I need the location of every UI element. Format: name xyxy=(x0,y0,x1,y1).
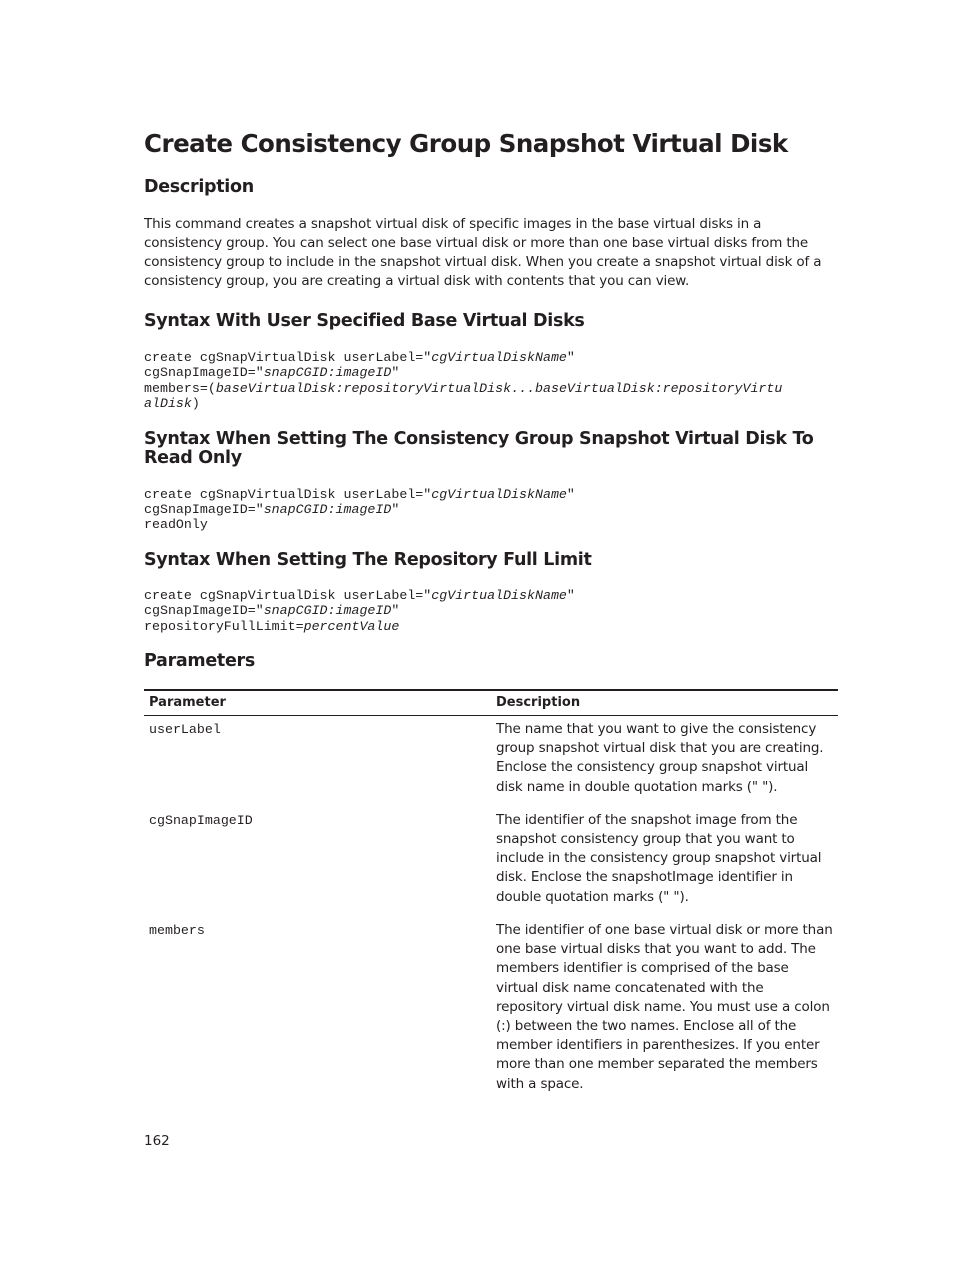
syntax-repository-limit-code xyxy=(144,588,838,634)
parameter-name: userLabel xyxy=(149,722,221,738)
syntax-user-specified-code xyxy=(144,350,838,412)
code-text: create cgSnapVirtualDisk userLabel=" xyxy=(144,486,432,502)
code-text: " xyxy=(391,603,400,619)
code-variable: snapCGID:imageID xyxy=(263,603,392,619)
table-row xyxy=(144,716,838,807)
code-variable: cgVirtualDiskName xyxy=(431,486,567,502)
description-heading: Description xyxy=(144,177,254,197)
code-text: cgSnapImageID=" xyxy=(144,603,264,619)
code-variable: snapCGID:imageID xyxy=(263,365,392,381)
code-variable: cgVirtualDiskName xyxy=(431,587,567,603)
code-text: create cgSnapVirtualDisk userLabel=" xyxy=(144,350,432,365)
parameters-table xyxy=(144,689,838,1104)
code-text: members=( xyxy=(144,380,216,396)
code-text: " xyxy=(391,502,400,518)
code-text: ) xyxy=(191,396,200,412)
parameter-description: The identifier of one base virtual disk or more than one base virtual disks that you want to add. The members identifier is comprised of the base virtual disk name concatenated with the repository virtual disk name. You must use a colon (:) between the two names. Enclose all of the member identifiers in parenthesizes. If you enter more than one member separated the members with a space. xyxy=(496,921,833,1092)
document-body xyxy=(144,128,838,1104)
column-header-description: Description xyxy=(491,690,838,716)
code-variable: baseVirtualDisk:repositoryVirtualDisk...baseVirtualDisk:repositoryVirtu xyxy=(215,380,783,396)
syntax-read-only-heading: Syntax When Setting The Consistency Group Snapshot Virtual Disk To Read Only xyxy=(144,428,814,469)
code-variable: alDisk xyxy=(144,396,192,412)
code-variable: percentValue xyxy=(303,618,400,634)
parameters-heading: Parameters xyxy=(144,651,255,672)
page-title: Create Consistency Group Snapshot Virtual Disk xyxy=(144,129,788,158)
code-text: " xyxy=(391,365,400,381)
code-text: cgSnapImageID=" xyxy=(144,502,264,518)
syntax-read-only-code xyxy=(144,487,838,533)
code-variable: snapCGID:imageID xyxy=(263,502,392,518)
code-text: " xyxy=(566,350,575,365)
code-text: repositoryFullLimit= xyxy=(144,618,304,634)
syntax-repository-limit-heading: Syntax When Setting The Repository Full Limit xyxy=(144,549,592,570)
code-text: " xyxy=(566,486,575,502)
column-header-parameter: Parameter xyxy=(144,690,491,716)
table-header-row xyxy=(144,690,838,716)
description-text: This command creates a snapshot virtual disk of specific images in the base virtual disks in a consistency group. You can select one base virtual disk or more than one base virtual disks from the consistency group to include in the snapshot virtual disk. When you create a snapshot virtual disk of a consistency group, you are creating a virtual disk with contents that you can view. xyxy=(144,216,822,289)
code-text: readOnly xyxy=(144,517,208,533)
syntax-user-specified-heading: Syntax With User Specified Base Virtual Disks xyxy=(144,311,585,331)
code-variable: cgVirtualDiskName xyxy=(431,350,567,365)
table-row xyxy=(144,917,838,1104)
code-text: cgSnapImageID=" xyxy=(144,365,264,381)
code-text: " xyxy=(566,587,575,603)
page-number: 162 xyxy=(144,1133,170,1149)
parameter-description: The identifier of the snapshot image from the snapshot consistency group that you want to include in the consistency group snapshot virtual disk. Enclose the snapshotImage identifier in double quotation marks (" "). xyxy=(496,811,822,905)
code-text: create cgSnapVirtualDisk userLabel=" xyxy=(144,587,432,603)
parameter-name: cgSnapImageID xyxy=(149,812,253,828)
table-row xyxy=(144,807,838,917)
parameter-description: The name that you want to give the consistency group snapshot virtual disk that you are creating. Enclose the consistency group snapshot virtual disk name in double quotation marks (" "). xyxy=(496,721,824,795)
parameter-name: members xyxy=(149,922,205,938)
